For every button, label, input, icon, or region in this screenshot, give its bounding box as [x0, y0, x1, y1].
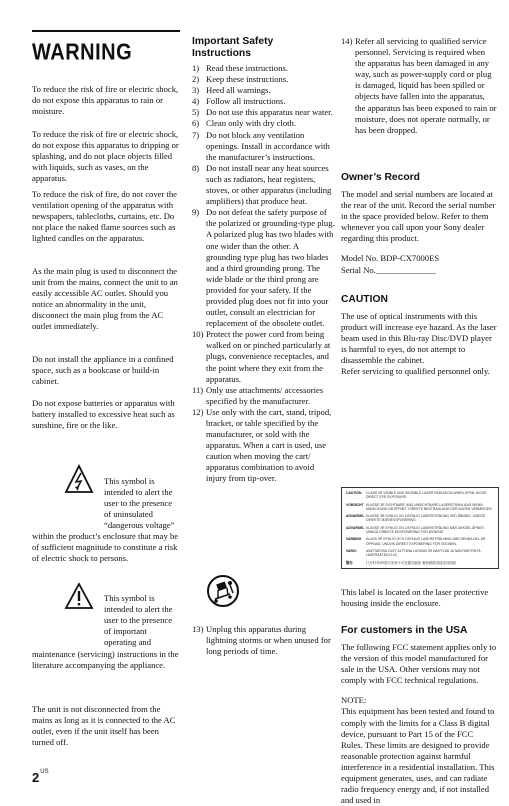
fcc-title: For customers in the USA: [341, 625, 468, 636]
safety-item-4: 4) Follow all instructions.: [192, 96, 286, 107]
label-caption: This label is located on the laser protective housing inside the enclosure.: [341, 587, 489, 609]
warning-paragraph-2: To reduce the risk of fire or electric shock, do not expose this apparatus to dripping or splashing, and do not place objects filled with liquids, such as vases, on the apparatus.: [32, 129, 179, 184]
model-number: Model No. BDP-CX7000ES: [341, 253, 440, 264]
safety-item-6: 6) Clean only with dry cloth.: [192, 118, 296, 129]
safety-item-5: 5) Do not use this apparatus near water.: [192, 107, 333, 118]
safety-instructions: [192, 36, 335, 485]
laser-caution-label: [341, 487, 499, 569]
label-row: ADVARSEL KLASSE 3R SYNLIG OG USYNLIG LASERSTRÅLING VED ÅBNING. UNDGÅ DIREKTE ØJENEKSPONERING.: [346, 514, 485, 523]
warning-title: WARNING: [32, 40, 133, 66]
serial-number: Serial No.______________: [341, 264, 437, 275]
warning-paragraph-6: Do not expose batteries or apparatus with battery installed to excessive heat such as sunshine, fire or the like.: [32, 398, 175, 431]
safety-item-14: 14) Refer all servicing to qualified service personnel. Servicing is required when the apparatus has been damaged in any way, such as power-supply cord or plug is damaged, liquid has been spilled or objects have fallen into the apparatus, the apparatus has been exposed to rain or moisture, does not operate normally, or has been dropped.: [341, 36, 497, 135]
safety-item-9: 9) Do not defeat the safety purpose of the polarized or grounding-type plug. A polarized plug has two blades with one wider than the other. A grounding type plug has two blades and a third grounding prong. The wide blade or the third prong are provided for your safety. If the provided plug does not fit into your outlet, consult an electrician for replacement of the obsolete outlet.: [192, 207, 335, 329]
warning-paragraph-1: To reduce the risk of fire or electric shock, do not expose this apparatus to rain or moisture.: [32, 84, 179, 117]
label-row: 警告 打开时有3R类可见和不可见激光辐射 避免眼睛直接受到照射: [346, 560, 457, 565]
warning-paragraph-3: To reduce the risk of fire, do not cover the ventilation opening of the apparatus with newspapers, tablecloths, curtains, etc. Do not place the naked flame sources such as lighted candles on the apparatus.: [32, 189, 177, 244]
safety-title-line-2: Instructions: [192, 48, 251, 59]
symbol-2-text-a: This symbol is intended to alert the user to the presence of important operating and: [104, 593, 173, 648]
owners-record: Owner’s Record The model and serial numbers are located at the rear of the unit. Record the serial number in the space provided below. Refer to them whenever you call upon your Sony dealer regarding this product. Model No. BDP-CX7000ES Serial No.______________: [341, 172, 496, 275]
cart-tip-over-icon: [206, 574, 240, 608]
caution-section: CAUTION The use of optical instruments with this product will increase eye hazard. As the laser beam used in this Blu-ray Disc/DVD player is harmful to eyes, do not attempt to disassemble the cabinet. Refer servicing to qualified personnel only.: [341, 294, 497, 377]
safety-item-10: 10) Protect the power cord from being walked on or pinched particularly at plugs, convenience receptacles, and the point where they exit from the apparatus.: [192, 329, 331, 384]
warning-paragraph-5: Do not install the appliance in a confined space, such as a bookcase or build-in cabinet.: [32, 354, 174, 387]
label-row: VARO! AVATTAESSA OLET ALTTIINA LUOKAN 3R NÄKYVÄÄ JA NÄKYMÄTÖNTÄ LASERSÄTEILYLLE.: [346, 548, 481, 558]
caution-title: CAUTION: [341, 294, 388, 305]
safety-item-2: 2) Keep these instructions.: [192, 74, 289, 85]
fcc-section: For customers in the USA The following FCC statement applies only to the version of this model manufactured for sale in the USA. Other versions may not comply with FCC technical regulations. NOTE: This equipment has been tested and found to comply with the limits for a Class B digital device, pursuant to Part 15 of the FCC Rules. These limits are designed to provide reasonable protection against harmful interference in a residential installation. This equipment generates, uses, and can radiate radio frequency energy and, if not installed and used in: [341, 625, 497, 806]
lightning-warning-icon: [64, 464, 94, 494]
safety-item-8: 8) Do not install near any heat sources such as radiators, heat registers, stoves, or other apparatus (including amplifiers) that produce heat.: [192, 162, 332, 207]
label-row: VORSICHT KLASSE 3R SICHTBARE UND UNSICHTBARE LASERSTRAHLUNG WENN ABDECKUNG GEÖFFNET. DIREKTE BESTRAHLUNG DER AUGEN VERMEIDEN.: [346, 502, 493, 511]
label-row: ADVARSEL KLASSE 3R SYNLIG OG USYNLIG LASERSTRÅLING NÅR DEKSEL ÅPNES. UNNGÅ DIREKTE EKSPONERING FOR ØYNENE.: [346, 525, 485, 534]
warning-paragraph-4: As the main plug is used to disconnect the unit from the mains, connect the unit to an easily accessible AC outlet. Should you notice an abnormality in the unit, disconnect the main plug from the AC outlet immediately.: [32, 266, 178, 332]
safety-item-11: 11) Only use attachments/ accessories specified by the manufacturer.: [192, 384, 324, 406]
safety-item-12: 12) Use only with the cart, stand, tripod, bracket, or table specified by the manufacturer, or sold with the apparatus. When a cart is used, use caution when moving the cart/ apparatus combination to avoid injury from tip-over.: [192, 406, 332, 484]
safety-item-13: 13) Unplug this apparatus during lightning storms or when unused for long periods of time.: [192, 624, 331, 657]
safety-item-7: 7) Do not block any ventilation openings. Install in accordance with the manufacturer’s instructions.: [192, 129, 330, 162]
symbol-2-text-b: maintenance (servicing) instructions in the literature accompanying the appliance.: [32, 649, 179, 671]
owners-record-title: Owner’s Record: [341, 172, 420, 183]
safety-title-line-1: Important Safety: [192, 36, 274, 47]
safety-item-3: 3) Heed all warnings.: [192, 85, 271, 96]
warning-paragraph-7: The unit is not disconnected from the mains as long as it is connected to the AC outlet, even if the unit itself has been turned off.: [32, 704, 176, 748]
label-row: VARNING KLASS 3R SYNLIG OCH OSYNLIG LASERSTRÅLNING NÄR DENNA DEL ÄR ÖPPNAD. UNDVIK DIREKT EXPONERING FÖR ÖGONEN.: [346, 537, 486, 546]
exclamation-warning-icon: [64, 582, 94, 610]
page-number: $2^{US}$: [32, 769, 49, 785]
safety-item-1: 1) Read these instructions.: [192, 63, 288, 73]
safety-list: [192, 63, 335, 485]
label-row: CAUTION CLASS 3R VISIBLE AND INVISIBLE LASER RADIATION WHEN OPEN. AVOID DIRECT EYE EXPOSURE.: [346, 491, 487, 500]
symbol-1-text-a: This symbol is intended to alert the user to the presence of uninsulated “dangerous voltage”: [104, 476, 175, 531]
title-rule: [32, 30, 180, 32]
symbol-1-text-b: within the product’s enclosure that may be of sufficient magnitude to constitute a risk of electric shock to persons.: [32, 531, 179, 564]
